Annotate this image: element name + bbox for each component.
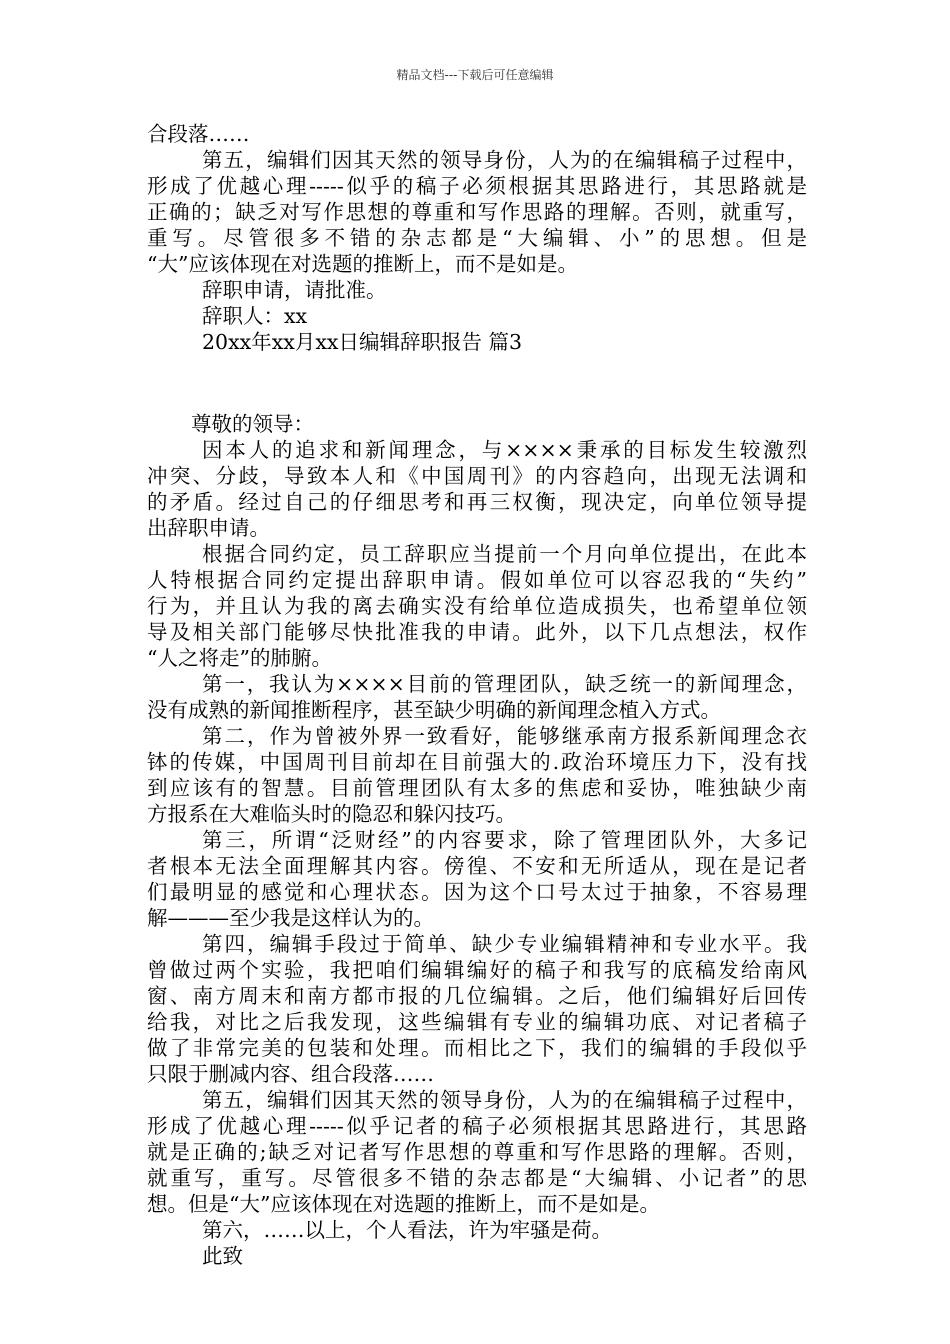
text-line: 曾做过两个实验，我把咱们编辑编好的稿子和我写的底稿发给南风 (147, 958, 807, 982)
text-line: 冲突、分歧，导致本人和《中国周刊》的内容趋向，出现无法调和 (147, 464, 807, 488)
text-line: 想。但是“大”应该体现在对选题的推断上，而不是如是。 (147, 1192, 660, 1216)
text-line: 钵的传媒，中国周刊目前却在目前强大的.政治环境压力下，没有找 (147, 750, 807, 774)
text-line: 形成了优越心理-----似乎的稿子必须根据其思路进行，其思路就是 (147, 174, 807, 198)
text-line: 们最明显的感觉和心理状态。因为这个口号太过于抽象，不容易理 (147, 880, 807, 904)
text-line: 行为，并且认为我的离去确实没有给单位造成损失，也希望单位领 (147, 594, 807, 618)
page-header: 精品文档---下载后可任意编辑 (396, 68, 554, 82)
paragraph-start-line: 根据合同约定，员工辞职应当提前一个月向单位提出，在此本 (202, 542, 807, 566)
text-line: 人特根据合同约定提出辞职申请。假如单位可以容忍我的“失约” (147, 568, 807, 592)
paragraph-start-line: 第一，我认为××××目前的管理团队，缺乏统一的新闻理念， (202, 672, 807, 696)
resigner-line: 辞职人：xx (202, 304, 308, 328)
paragraph-start-line: 因本人的追求和新闻理念，与××××秉承的目标发生较激烈 (202, 438, 807, 462)
text-line: 解———至少我是这样认为的。 (147, 906, 434, 930)
text-line: 做了非常完美的包装和处理。而相比之下，我们的编辑的手段似乎 (147, 1036, 807, 1060)
text-line: 出辞职申请。 (147, 516, 270, 540)
text-line: “大”应该体现在对选题的推断上，而不是如是。 (147, 252, 578, 276)
text-line: 导及相关部门能够尽快批准我的申请。此外，以下几点想法，权作 (147, 620, 807, 644)
text-line: 只限于删减内容、组合段落…… (147, 1062, 434, 1086)
closing-line: 此致 (202, 1244, 243, 1268)
text-line: “人之将走”的肺腑。 (147, 646, 332, 670)
text-line: 重写。尽管很多不错的杂志都是“大编辑、小”的思想。但是 (147, 226, 807, 250)
paragraph-start-line: 第六，……以上，个人看法，许为牢骚是荷。 (202, 1218, 612, 1242)
document-body (147, 121, 807, 1269)
paragraph-start-line: 第五，编辑们因其天然的领导身份，人为的在编辑稿子过程中， (202, 148, 807, 172)
text-line: 就是正确的;缺乏对记者写作思想的尊重和写作思路的理解。否则， (147, 1140, 807, 1164)
text-line: 正确的；缺乏对写作思想的尊重和写作思路的理解。否则，就重写， (147, 200, 807, 224)
text-line: 就重写，重写。尽管很多不错的杂志都是“大编辑、小记者”的思 (147, 1166, 807, 1190)
paragraph-start-line: 第五，编辑们因其天然的领导身份，人为的在编辑稿子过程中， (202, 1088, 807, 1112)
resignation-request-line: 辞职申请，请批准。 (202, 278, 387, 302)
salutation: 尊敬的领导： (191, 412, 314, 436)
paragraph-start-line: 第二，作为曾被外界一致看好，能够继承南方报系新闻理念衣 (202, 724, 807, 748)
text-line: 方报系在大难临头时的隐忍和躲闪技巧。 (147, 802, 516, 826)
date-title-line: 20xx年xx月xx日编辑辞职报告 篇3 (202, 330, 523, 354)
section-gap (147, 355, 807, 411)
paragraph-start-line: 第三，所谓“泛财经”的内容要求，除了管理团队外，大多记 (202, 828, 807, 852)
text-line: 没有成熟的新闻推断程序，甚至缺少明确的新闻理念植入方式。 (147, 698, 721, 722)
text-line: 窗、南方周末和南方都市报的几位编辑。之后，他们编辑好后回传 (147, 984, 807, 1008)
text-line: 给我，对比之后我发现，这些编辑有专业的编辑功底、对记者稿子 (147, 1010, 807, 1034)
text-line: 到应该有的智慧。目前管理团队有太多的焦虑和妥协，唯独缺少南 (147, 776, 807, 800)
text-line: 者根本无法全面理解其内容。傍徨、不安和无所适从，现在是记者 (147, 854, 807, 878)
paragraph-start-line: 第四，编辑手段过于简单、缺少专业编辑精神和专业水平。我 (202, 932, 807, 956)
text-line: 的矛盾。经过自己的仔细思考和再三权衡，现决定，向单位领导提 (147, 490, 807, 514)
text-line: 形成了优越心理-----似乎记者的稿子必须根据其思路进行，其思路 (147, 1114, 807, 1138)
text-line: 合段落…… (147, 122, 250, 146)
